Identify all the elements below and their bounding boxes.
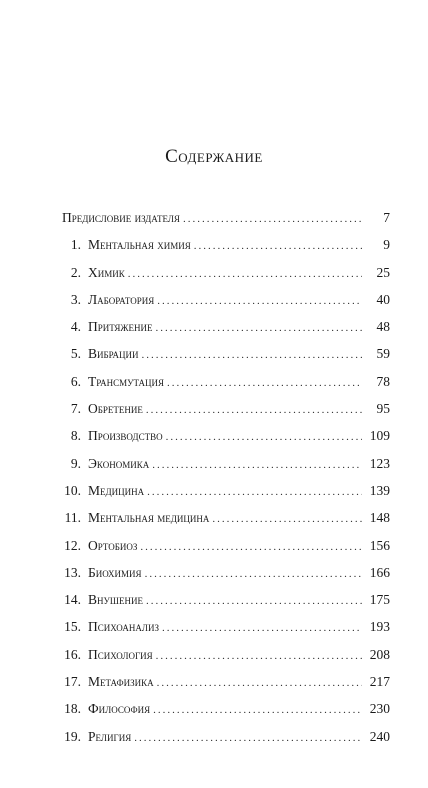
dot-leader [183, 213, 362, 225]
dot-leader [152, 459, 362, 471]
toc-entry-title: Производство [88, 428, 163, 444]
toc-entry [62, 456, 390, 483]
toc-entry [62, 237, 390, 264]
toc-entry-title: Вибрации [88, 346, 139, 362]
toc-entry-title: Психология [88, 646, 153, 662]
dot-leader [140, 541, 362, 553]
toc-entry-number: 19. [64, 728, 81, 744]
dot-leader [157, 677, 362, 689]
dot-leader [166, 431, 362, 443]
toc-entry [62, 647, 390, 674]
toc-entry-page-number: 156 [369, 537, 390, 553]
dot-leader [128, 268, 362, 280]
toc-entry-page-number: 48 [376, 319, 390, 335]
toc-entry [62, 538, 390, 565]
toc-entry-title: Трансмутация [88, 373, 165, 389]
dot-leader [145, 568, 362, 580]
toc-entry-number: 17. [64, 674, 81, 690]
toc-entry [62, 292, 390, 319]
toc-entry-number: 13. [64, 564, 81, 580]
toc-entry [62, 265, 390, 292]
toc-entry-number: 14. [64, 592, 81, 608]
toc-entry [62, 674, 390, 701]
toc-entry-number: 8. [70, 428, 81, 444]
toc-entry-page-number: 123 [369, 455, 390, 471]
dot-leader [147, 486, 362, 498]
toc-entry-page-number: 193 [369, 619, 390, 635]
toc-entry-page-number: 78 [376, 373, 390, 389]
toc-entry-page-number: 95 [376, 401, 390, 417]
toc-entry-number: 16. [64, 646, 81, 662]
toc-entry [62, 565, 390, 592]
toc-entry-title: Внушение [88, 592, 143, 608]
toc-entry-number: 6. [70, 373, 81, 389]
toc-entry-title: Биохимия [88, 564, 142, 580]
toc-entry [62, 592, 390, 619]
toc-entry-title: Притяжение [88, 319, 153, 335]
dot-leader [153, 704, 362, 716]
toc-entry-page-number: 40 [376, 291, 390, 307]
toc-entry-title: Медицина [88, 482, 145, 498]
toc-entry-number: 9. [70, 455, 81, 471]
toc-entry [62, 210, 390, 237]
dot-leader [156, 650, 362, 662]
dot-leader [146, 404, 362, 416]
dot-leader [157, 295, 362, 307]
dot-leader [194, 240, 362, 252]
toc-entry-title: Лаборатория [88, 291, 155, 307]
toc-entry-page-number: 175 [369, 592, 390, 608]
toc-entry-title: Ментальная химия [88, 237, 191, 253]
page-title: Содержание [165, 146, 263, 167]
dot-leader [162, 622, 362, 634]
toc-entry-number: 11. [64, 510, 81, 526]
toc-entry-page-number: 9 [383, 237, 390, 253]
toc-entry-number: 4. [70, 319, 81, 335]
toc-entry [62, 619, 390, 646]
toc-entry [62, 701, 390, 728]
toc-entry-number: 15. [64, 619, 81, 635]
toc-entry-number: 3. [70, 291, 81, 307]
toc-entry-number: 18. [64, 701, 81, 717]
toc-entry-number: 12. [64, 537, 81, 553]
dot-leader [167, 377, 362, 389]
toc-entry [62, 729, 390, 756]
dot-leader [212, 513, 362, 525]
toc-entry [62, 483, 390, 510]
toc-entry-page-number: 109 [369, 428, 390, 444]
toc-entry [62, 510, 390, 537]
toc-entry-page-number: 217 [369, 674, 390, 690]
toc-entry-page-number: 139 [369, 482, 390, 498]
toc-entry-title: Экономика [88, 455, 150, 471]
toc-entry-page-number: 25 [376, 264, 390, 280]
toc-entry-title: Химик [88, 264, 125, 280]
dot-leader [134, 732, 362, 744]
dot-leader [142, 349, 362, 361]
toc-entry [62, 319, 390, 346]
toc-entry-number: 5. [70, 346, 81, 362]
toc-entry-title: Религия [88, 728, 132, 744]
toc-entry-title: Философия [88, 701, 151, 717]
toc-entry-page-number: 230 [369, 701, 390, 717]
toc-entry-page-number: 166 [369, 564, 390, 580]
toc-entry-title: Предисловие издателя [62, 210, 180, 225]
toc-entry-number: 2. [70, 264, 81, 280]
toc-entry [62, 428, 390, 455]
toc-entry-title: Обретение [88, 401, 143, 417]
toc-entry [62, 346, 390, 373]
toc-entry-title: Ментальная медицина [88, 510, 210, 526]
toc-entry-number: 1. [70, 237, 81, 253]
toc-entry-number: 10. [64, 482, 81, 498]
toc-entry-page-number: 148 [369, 510, 390, 526]
toc-entry-number: 7. [70, 401, 81, 417]
toc-entry-page-number: 7 [383, 210, 390, 225]
dot-leader [155, 322, 362, 334]
toc-entry-page-number: 59 [376, 346, 390, 362]
toc-entry-title: Метафизика [88, 674, 154, 690]
toc-entry-page-number: 240 [369, 728, 390, 744]
toc-entry-title: Психоанализ [88, 619, 159, 635]
toc-entry-page-number: 208 [369, 646, 390, 662]
toc-entry [62, 401, 390, 428]
toc-entry [62, 374, 390, 401]
toc-entry-title: Ортобиоз [88, 537, 138, 553]
table-of-contents [62, 210, 390, 756]
dot-leader [146, 595, 362, 607]
